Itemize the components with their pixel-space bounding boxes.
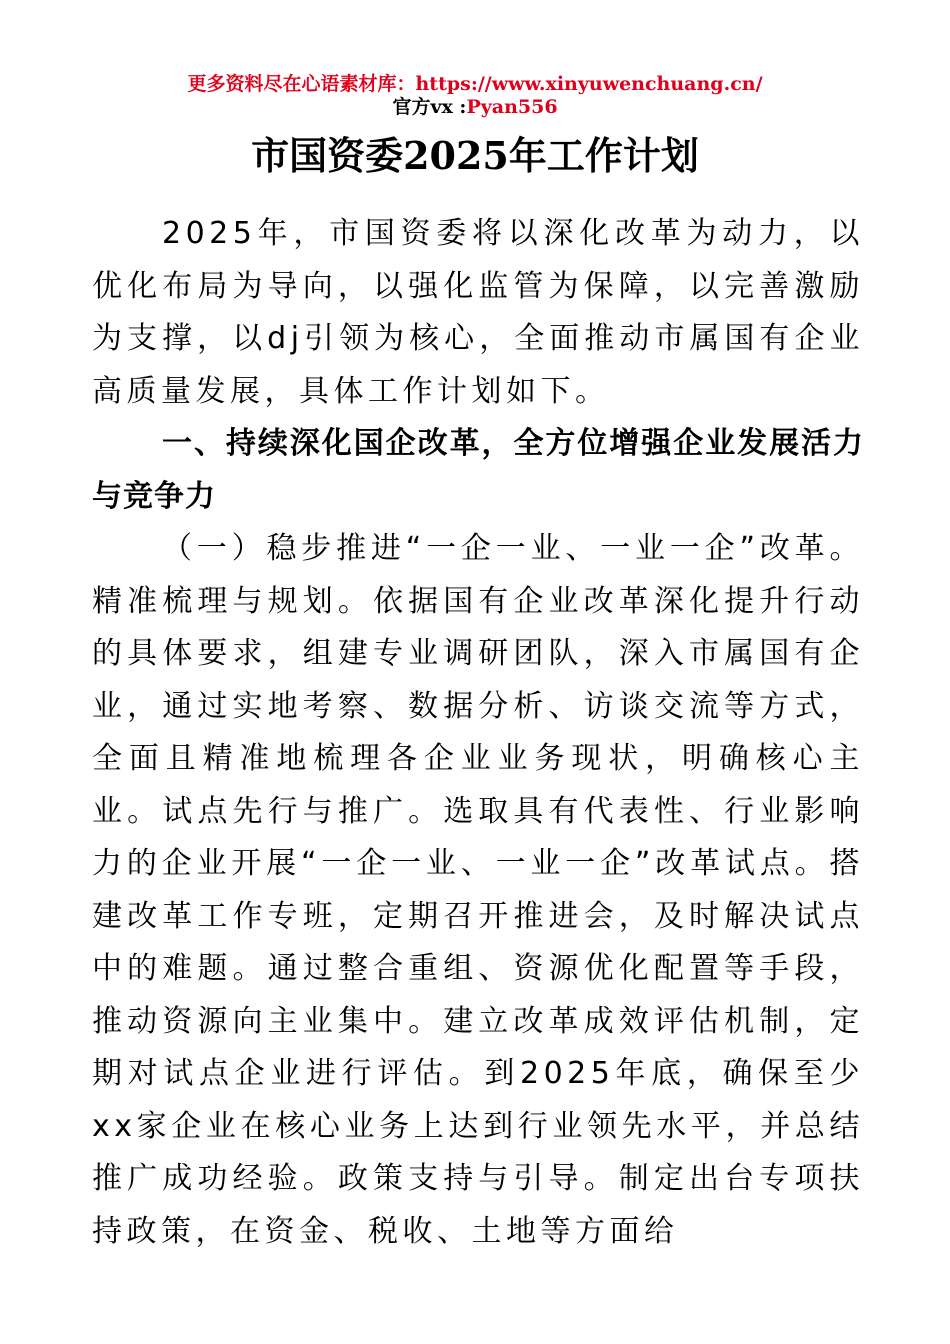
document-title: 市国资委2025年工作计划	[251, 133, 699, 178]
contact-label: 官方vx :	[392, 96, 467, 118]
contact-value: Pyan556	[466, 96, 558, 118]
section-1-paragraph: （一）稳步推进“一企一业、一业一企”改革。精准梳理与规划。依据国有企业改革深化提升行动的具体要求，组建专业调研团队，深入市属国有企业，通过实地考察、数据分析、访谈交流等方式，全面且精准地梳理各企业业务现状，明确核心主业。试点先行与推广。选取具有代表性、行业影响力的企业开展“一企一业、一业一企”改革试点。搭建改革工作专班，定期召开推进会，及时解决试点中的难题。通过整合重组、资源优化配置等手段，推动资源向主业集中。建立改革成效评估机制，定期对试点企业进行评估。到2025年底，确保至少xx家企业在核心业务上达到行业领先水平，并总结推广成功经验。政策支持与引导。制定出台专项扶持政策，在资金、税收、土地等方面给	[92, 531, 864, 1249]
contact-banner	[0, 95, 950, 119]
section-heading-1: 一、持续深化国企改革，全方位增强企业发展活力与竞争力	[92, 426, 864, 514]
resource-banner: 更多资料尽在心语素材库：https://www.xinyuwenchuang.cn/	[187, 73, 763, 95]
intro-paragraph: 2025年，市国资委将以深化改革为动力，以优化布局为导向，以强化监管为保障，以完善激励为支撑，以dj引领为核心，全面推动市属国有企业高质量发展，具体工作计划如下。	[92, 216, 864, 409]
document-body	[92, 208, 864, 1258]
